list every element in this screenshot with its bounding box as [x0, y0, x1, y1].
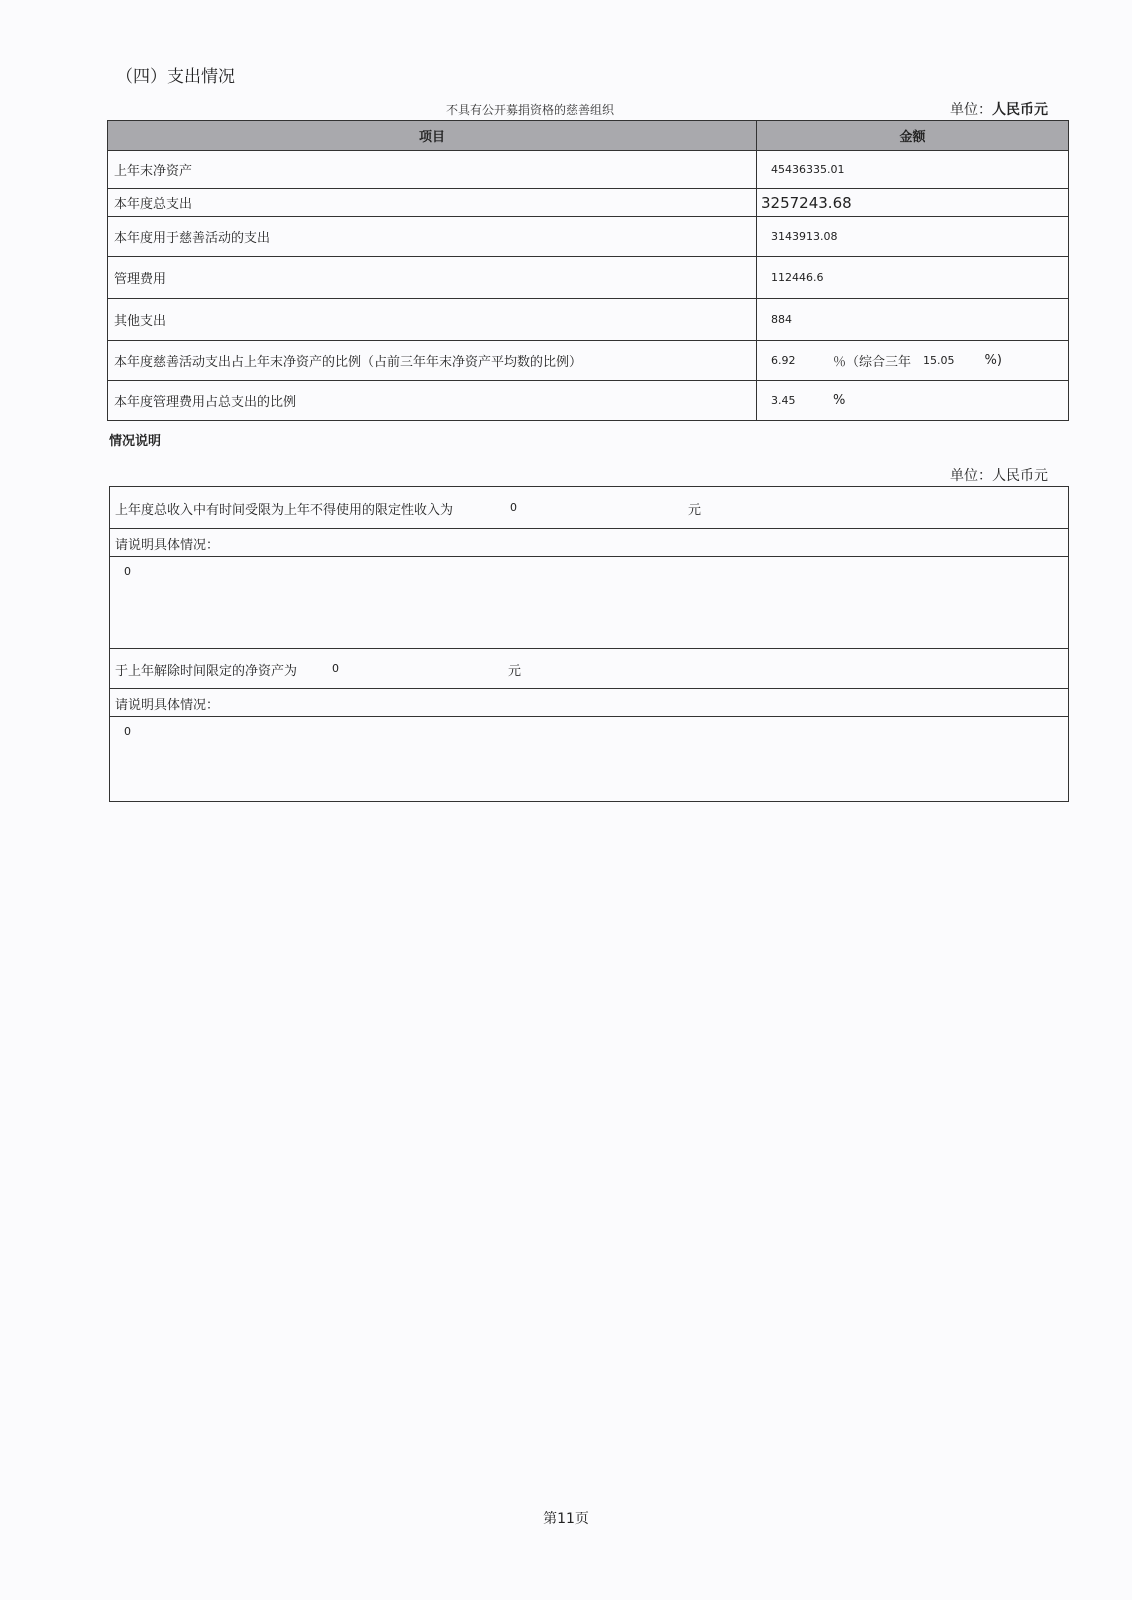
header-item: 项目: [108, 121, 757, 151]
org-type-caption: 不具有公开募捐资格的慈善组织: [445, 103, 614, 117]
released-assets-unit: 元: [508, 664, 522, 679]
released-assets-value: 0: [332, 662, 339, 675]
restricted-income-unit: 元: [688, 503, 702, 518]
row-amount: 884: [757, 299, 1069, 341]
row-item: 其他支出: [108, 299, 757, 341]
explain-label-2: 请说明具体情况：: [115, 698, 220, 713]
table-row: [108, 189, 1069, 217]
unit-label-top: [950, 99, 1048, 119]
mgmt-ratio-symbol: %: [833, 393, 846, 408]
unit-value: 人民币元: [992, 102, 1048, 118]
mgmt-ratio-row: [108, 381, 1069, 421]
row-amount: 3143913.08: [757, 217, 1069, 257]
explain-label-row: [110, 689, 1068, 717]
row-amount: 3257243.68: [757, 189, 1069, 217]
unit-label: 单位：: [950, 102, 992, 118]
table-row: [108, 151, 1069, 189]
explain-value-2: 0: [124, 725, 131, 738]
restricted-income-row: [110, 487, 1068, 529]
header-amount: 金额: [757, 121, 1069, 151]
ratio-row: [108, 341, 1069, 381]
ratio-cell: [757, 341, 1069, 381]
restricted-income-value: 0: [510, 501, 517, 514]
section-title: （四）支出情况: [116, 67, 235, 87]
table-row: [108, 217, 1069, 257]
ratio-value: 6.92: [771, 354, 796, 367]
row-amount: 112446.6: [757, 257, 1069, 299]
explain-label-row: [110, 529, 1068, 557]
explain-value-1: 0: [124, 565, 131, 578]
page-number: 第11页: [543, 1511, 589, 1527]
description-heading: 情况说明: [109, 434, 162, 449]
explain-content-row: [110, 557, 1068, 649]
mgmt-ratio-value: 3.45: [771, 394, 796, 407]
restricted-income-label: 上年度总收入中有时间受限为上年不得使用的限定性收入为: [115, 503, 454, 518]
released-assets-row: [110, 649, 1068, 689]
released-assets-label: 于上年解除时间限定的净资产为: [115, 664, 298, 679]
row-item: 管理费用: [108, 257, 757, 299]
unit-label-mid: 单位：人民币元: [950, 468, 1048, 484]
ratio-three-year-value: 15.05: [923, 354, 955, 367]
table-row: [108, 299, 1069, 341]
ratio-text-end: %): [984, 353, 1002, 368]
row-amount: 45436335.01: [757, 151, 1069, 189]
expenditure-table: [107, 120, 1069, 421]
row-item: 上年末净资产: [108, 151, 757, 189]
ratio-text-mid: ％（综合三年: [833, 355, 912, 370]
mgmt-ratio-item: 本年度管理费用占总支出的比例: [108, 381, 757, 421]
explain-content-row: [110, 717, 1068, 801]
description-box: [109, 486, 1069, 802]
ratio-item: 本年度慈善活动支出占上年末净资产的比例（占前三年年末净资产平均数的比例）: [108, 341, 757, 381]
row-item: 本年度用于慈善活动的支出: [108, 217, 757, 257]
row-item: 本年度总支出: [108, 189, 757, 217]
mgmt-ratio-cell: [757, 381, 1069, 421]
table-header-row: [108, 121, 1069, 151]
table-row: [108, 257, 1069, 299]
explain-label-1: 请说明具体情况：: [115, 538, 220, 553]
